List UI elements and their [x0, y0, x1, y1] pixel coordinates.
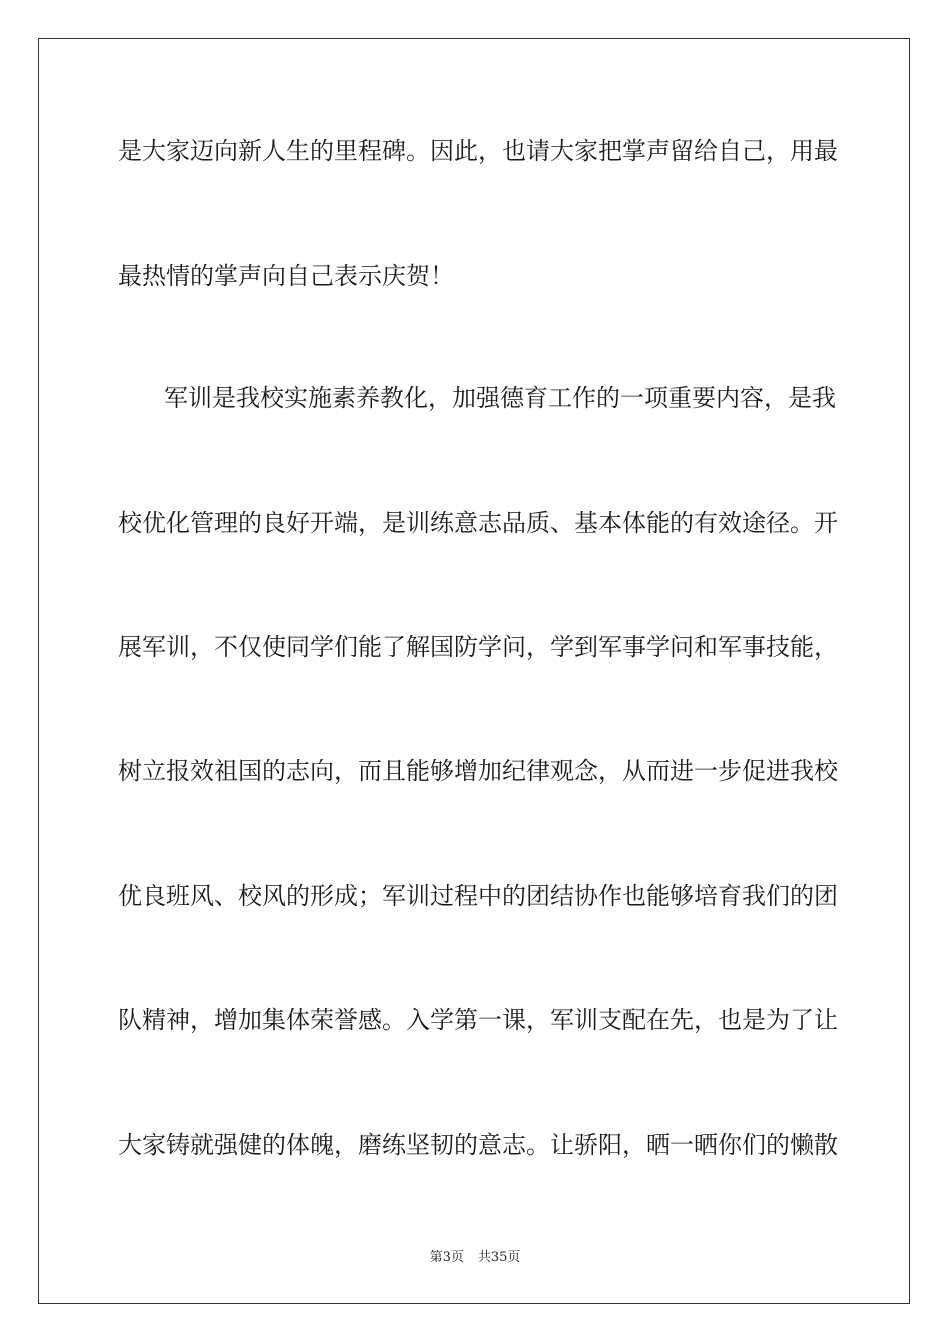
text-line: 优良班风、校风的形成；军训过程中的团结协作也能够培育我们的团 [118, 882, 838, 910]
text-line: 树立报效祖国的志向，而且能够增加纪律观念，从而进一步促进我校 [118, 757, 838, 785]
text-line: 展军训，不仅使同学们能了解国防学问，学到军事学问和军事技能， [118, 633, 838, 661]
text-line: 大家铸就强健的体魄，磨练坚韧的意志。让骄阳，晒一晒你们的懒散 [118, 1131, 838, 1159]
paragraph-start-line: 军训是我校实施素养教化，加强德育工作的一项重要内容，是我 [164, 384, 836, 412]
text-line: 队精神，增加集体荣誉感。入学第一课，军训支配在先，也是为了让 [118, 1006, 838, 1034]
page-frame [38, 38, 910, 1304]
page-number-current: 第3页 [429, 1250, 464, 1265]
page-number-total: 共35页 [477, 1250, 521, 1265]
page-footer [0, 1246, 950, 1265]
text-line: 最热情的掌声向自己表示庆贺！ [118, 262, 454, 290]
text-line: 校优化管理的良好开端，是训练意志品质、基本体能的有效途径。开 [118, 509, 838, 537]
text-line: 是大家迈向新人生的里程碑。因此，也请大家把掌声留给自己，用最 [118, 137, 838, 165]
